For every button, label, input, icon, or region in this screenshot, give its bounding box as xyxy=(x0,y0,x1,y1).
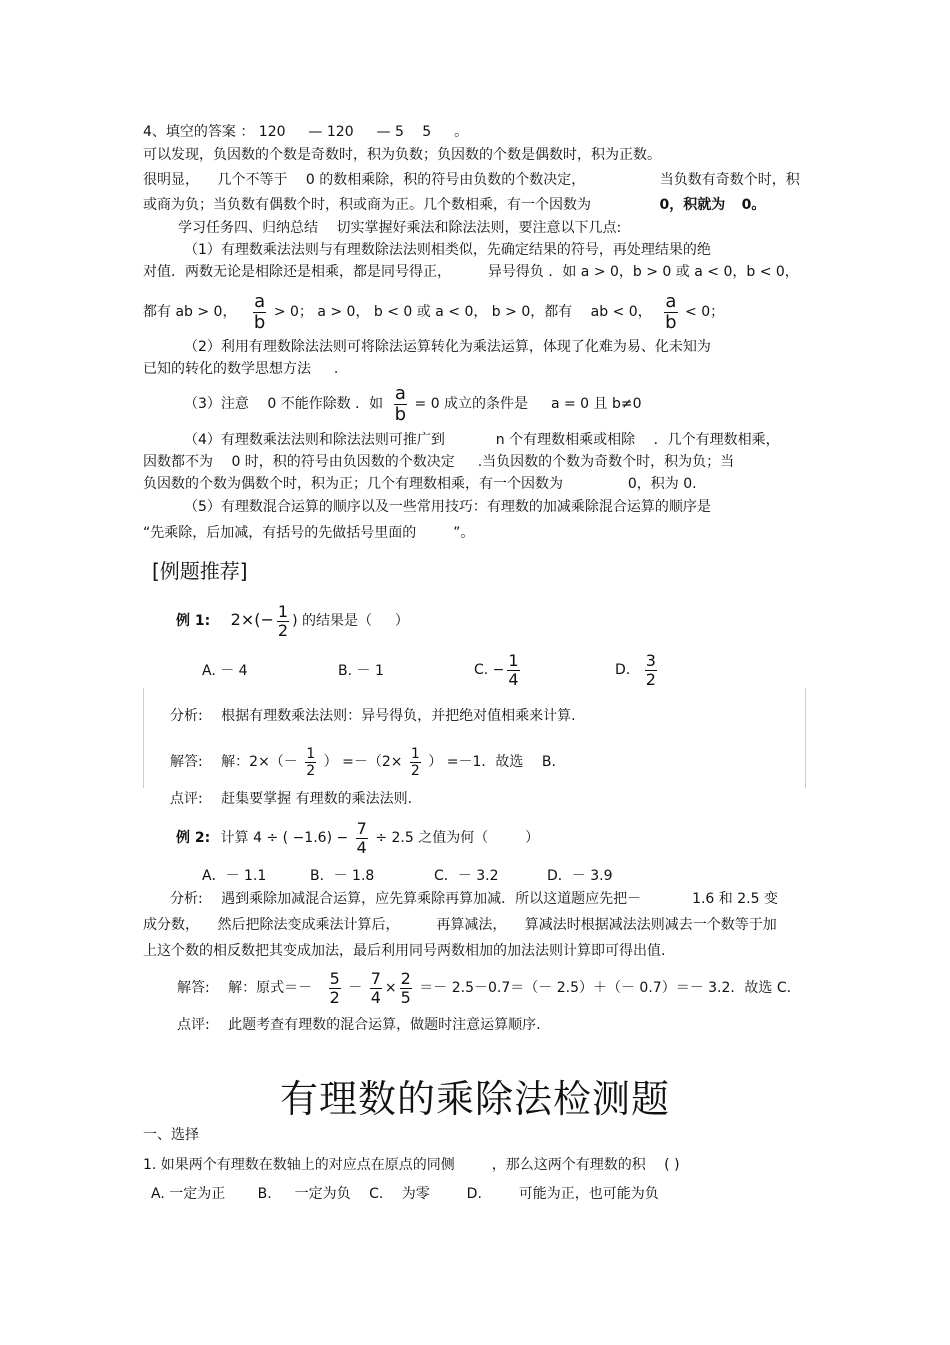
fraction-denominator: 2 xyxy=(410,762,420,779)
solution-text-c: ） =－1．故选 B. xyxy=(428,754,556,770)
fraction-denominator: b xyxy=(394,403,407,425)
fraction-numerator: a xyxy=(394,382,406,404)
rule1-line-a: （1）有理数乘法法则与有理数除法法则相类似，先确定结果的符号，再处理结果的绝 xyxy=(184,242,711,258)
rule-line-2 xyxy=(143,196,765,214)
example1-option-d xyxy=(615,650,660,690)
solution-minus: － xyxy=(348,980,363,996)
solution-fraction-1 xyxy=(305,747,316,778)
example2-analysis-1: 分析: 遇到乘除加减混合运算，应先算乘除再算加减．所以这道题应先把－ 1.6 和 2.5 变 xyxy=(170,891,778,907)
observation-line: 可以发现，负因数的个数是奇数时，积为负数；负因数的个数是偶数时，积为正数。 xyxy=(143,147,661,163)
solution-fraction-2 xyxy=(410,747,421,778)
rule5-line-a: （5）有理数混合运算的顺序以及一些常用技巧：有理数的加减乘除混合运算的顺序是 xyxy=(184,499,711,515)
example2-solution xyxy=(177,966,791,1010)
example1-expr-pre: 2×(− xyxy=(230,610,274,629)
rule2-line-b: 已知的转化的数学思想方法 . xyxy=(143,361,339,377)
test-section-heading: 一、选择 xyxy=(143,1127,199,1143)
example1-box-right-border xyxy=(805,688,806,788)
solution-text-a: 解答: 解：2×（－ xyxy=(170,754,298,770)
example1-option-a: A. － 4 xyxy=(202,663,248,679)
solution-text-a: 解答: 解：原式＝－ xyxy=(177,980,313,996)
option-c-prefix: C. − xyxy=(474,662,505,678)
example1-expr-post: ) 的结果是（ ） xyxy=(292,613,409,629)
fraction-denominator: 2 xyxy=(277,620,289,640)
solution-fraction-1 xyxy=(329,968,341,1007)
example1-question xyxy=(176,598,409,643)
example2-option-b: B．－ 1.8 xyxy=(310,868,375,884)
fraction-numerator: 7 xyxy=(370,968,381,988)
example1-solution xyxy=(170,742,556,782)
solution-fraction-2 xyxy=(370,968,382,1007)
fraction-denominator: 2 xyxy=(306,762,316,779)
fraction-denominator: 4 xyxy=(508,669,519,689)
example1-analysis: 分析: 根据有理数乘法法则：异号得负，并把绝对值相乘来计算. xyxy=(170,708,576,724)
rule-line-2-text: 或商为负；当负数有偶数个时，积或商为正。几个数相乘，有一个因数为 xyxy=(143,197,591,213)
fraction-numerator: 1 xyxy=(410,745,420,762)
rule1-line-c xyxy=(143,290,724,334)
example2-label: 例 2: xyxy=(176,830,211,846)
test-title: 有理数的乘除法检测题 xyxy=(279,1077,670,1121)
rule4-line-c: 负因数的个数为偶数个时，积为正；几个有理数相乘，有一个因数为 0，积为 0. xyxy=(143,476,697,492)
example1-comment: 点评: 赶集要掌握 有理数的乘法法则. xyxy=(170,791,413,807)
solution-text-b: ） =－（2× xyxy=(323,754,403,770)
fraction-numerator: 3 xyxy=(645,650,656,670)
fraction-numerator: a xyxy=(254,290,266,312)
answer-line: 4、填空的答案 ： 120 — 120 — 5 5 。 xyxy=(143,124,469,140)
fraction-numerator: a xyxy=(665,290,677,312)
rule1-c-text1: 都有 ab > 0， xyxy=(143,304,237,320)
fraction-denominator: 2 xyxy=(329,987,340,1007)
example2-analysis-3: 上这个数的相反数把其变成加法，最后利用同号两数相加的加法法则计算即可得出值. xyxy=(143,943,666,959)
rule3-line xyxy=(184,384,642,424)
fraction-a-over-b-3 xyxy=(394,382,407,425)
rule3-text1: （3）注意 0 不能作除数 ．如 xyxy=(184,396,384,412)
fraction-numerator: 2 xyxy=(400,968,411,988)
example1-label: 例 1: xyxy=(176,613,211,629)
fraction-denominator: b xyxy=(253,311,266,333)
fraction-numerator: 1 xyxy=(277,601,289,621)
rule5-line-b: “先乘除，后加减，有括号的先做括号里面的 ”。 xyxy=(143,525,475,541)
example2-analysis-2: 成分数， 然后把除法变成乘法计算后， 再算减法， 算减法时根据减法法则减去一个数等于加 xyxy=(143,917,777,933)
example2-expr-a: 计算 4 ÷ ( −1.6) − xyxy=(220,830,349,846)
fraction-a-over-b xyxy=(253,290,266,333)
fraction-denominator: 4 xyxy=(370,987,381,1007)
rule-line-2-end: 0。 xyxy=(741,197,766,213)
fraction-numerator: 7 xyxy=(356,818,367,838)
solution-fraction-3 xyxy=(400,968,412,1007)
examples-heading: [例题推荐] xyxy=(152,559,248,583)
option-d-prefix: D. xyxy=(615,662,631,678)
example1-fraction xyxy=(277,601,289,640)
rule2-line-a: （2）利用有理数除法法则可将除法运算转化为乘法运算，体现了化难为易、化未知为 xyxy=(184,339,711,355)
rule3-text2: = 0 成立的条件是 a = 0 且 b≠0 xyxy=(414,396,642,412)
rule1-c-text3: < 0； xyxy=(685,304,725,320)
fraction-numerator: 1 xyxy=(306,745,316,762)
example2-fraction xyxy=(356,818,368,857)
example2-question xyxy=(176,818,539,858)
task4-line: 学习任务四、归纳总结 切实掌握好乘法和除法法则，要注意以下几点: xyxy=(178,220,622,236)
option-d-fraction xyxy=(645,650,657,689)
rule-line-1: 很明显， 几个不等于 0 的数相乘除，积的符号由负数的个数决定， 当负数有奇数个时，积 xyxy=(143,172,800,188)
rule4-line-a: （4）有理数乘法法则和除法法则可推广到 n 个有理数相乘或相除 ．几个有理数相乘， xyxy=(184,432,780,448)
example2-option-c: C．－ 3.2 xyxy=(434,868,499,884)
option-c-fraction xyxy=(507,650,519,689)
example1-option-b: B. － 1 xyxy=(338,663,384,679)
rule-line-2-zero: 0，积就为 xyxy=(659,197,726,213)
fraction-denominator: 2 xyxy=(645,669,656,689)
solution-times: × xyxy=(384,980,397,996)
rule1-c-text2: > 0； a > 0， b < 0 或 a < 0， b > 0，都有 ab < 0， xyxy=(273,304,652,320)
fraction-a-over-b-2 xyxy=(664,290,677,333)
question-1-options: A. 一定为正 B. 一定为负 C. 为零 D. 可能为正，也可能为负 xyxy=(151,1186,659,1202)
solution-text-d: ＝－ 2.5－0.7＝（－ 2.5）＋（－ 0.7）＝－ 3.2．故选 C. xyxy=(419,980,792,996)
example1-box-left-border xyxy=(143,688,144,788)
example2-expr-b: ÷ 2.5 之值为何（ ） xyxy=(375,830,540,846)
example1-option-c xyxy=(474,650,523,690)
example2-comment: 点评: 此题考查有理数的混合运算，做题时注意运算顺序. xyxy=(177,1017,541,1033)
question-1: 1. 如果两个有理数在数轴上的对应点在原点的同侧 ，那么这两个有理数的积 ( ) xyxy=(143,1157,680,1173)
fraction-numerator: 5 xyxy=(329,968,340,988)
fraction-numerator: 1 xyxy=(508,650,519,670)
fraction-denominator: 5 xyxy=(400,987,411,1007)
example2-option-d: D．－ 3.9 xyxy=(547,868,613,884)
rule1-line-b: 对值．两数无论是相除还是相乘，都是同号得正， 异号得负 ．如 a > 0，b > 0 或 a < 0，b < 0， xyxy=(143,264,799,280)
fraction-denominator: b xyxy=(665,311,677,333)
example2-option-a: A．－ 1.1 xyxy=(202,868,267,884)
rule4-line-b: 因数都不为 0 时，积的符号由负因数的个数决定 .当负因数的个数为奇数个时，积为负；当 xyxy=(143,454,735,470)
fraction-denominator: 4 xyxy=(356,837,367,857)
